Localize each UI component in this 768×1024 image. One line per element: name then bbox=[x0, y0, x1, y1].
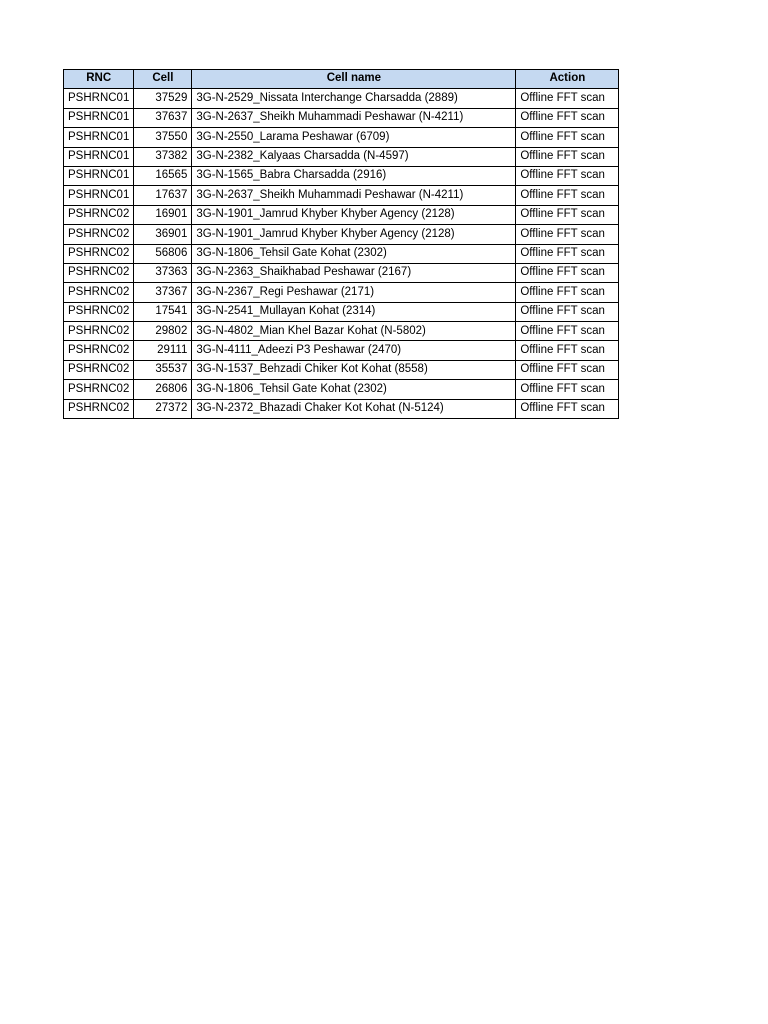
cell-rnc: PSHRNC01 bbox=[64, 89, 134, 108]
cell-action: Offline FFT scan bbox=[516, 302, 619, 321]
cell-name: 3G-N-2372_Bhazadi Chaker Kot Kohat (N-5124) bbox=[192, 399, 516, 418]
cell-rnc: PSHRNC02 bbox=[64, 263, 134, 282]
table-row bbox=[64, 166, 619, 185]
cell-rnc: PSHRNC01 bbox=[64, 108, 134, 127]
cell-rnc: PSHRNC02 bbox=[64, 225, 134, 244]
cell-id: 17637 bbox=[134, 186, 192, 205]
cell-name: 3G-N-1565_Babra Charsadda (2916) bbox=[192, 166, 516, 185]
cell-rnc: PSHRNC02 bbox=[64, 244, 134, 263]
cell-action: Offline FFT scan bbox=[516, 283, 619, 302]
cell-id: 16565 bbox=[134, 166, 192, 185]
cell-id: 26806 bbox=[134, 380, 192, 399]
cell-name: 3G-N-1901_Jamrud Khyber Khyber Agency (2128) bbox=[192, 225, 516, 244]
cell-action: Offline FFT scan bbox=[516, 263, 619, 282]
header-cell-name: Cell name bbox=[192, 70, 516, 89]
cell-id: 17541 bbox=[134, 302, 192, 321]
cell-action: Offline FFT scan bbox=[516, 341, 619, 360]
cell-name: 3G-N-2637_Sheikh Muhammadi Peshawar (N-4211) bbox=[192, 186, 516, 205]
table-row bbox=[64, 360, 619, 379]
table-row bbox=[64, 89, 619, 108]
table-row bbox=[64, 128, 619, 147]
cell-name: 3G-N-1806_Tehsil Gate Kohat (2302) bbox=[192, 244, 516, 263]
cell-action: Offline FFT scan bbox=[516, 186, 619, 205]
header-action: Action bbox=[516, 70, 619, 89]
cell-name: 3G-N-2529_Nissata Interchange Charsadda (2889) bbox=[192, 89, 516, 108]
table-header bbox=[64, 70, 619, 89]
cell-id: 27372 bbox=[134, 399, 192, 418]
table-row bbox=[64, 399, 619, 418]
cell-action: Offline FFT scan bbox=[516, 89, 619, 108]
table-row bbox=[64, 108, 619, 127]
cell-action-table bbox=[63, 69, 619, 419]
table-row bbox=[64, 283, 619, 302]
cell-action: Offline FFT scan bbox=[516, 128, 619, 147]
cell-action: Offline FFT scan bbox=[516, 380, 619, 399]
cell-id: 37550 bbox=[134, 128, 192, 147]
cell-action: Offline FFT scan bbox=[516, 108, 619, 127]
cell-rnc: PSHRNC02 bbox=[64, 302, 134, 321]
header-row bbox=[64, 70, 619, 89]
cell-id: 37529 bbox=[134, 89, 192, 108]
cell-action: Offline FFT scan bbox=[516, 147, 619, 166]
cell-name: 3G-N-4111_Adeezi P3 Peshawar (2470) bbox=[192, 341, 516, 360]
cell-rnc: PSHRNC02 bbox=[64, 380, 134, 399]
cell-rnc: PSHRNC01 bbox=[64, 128, 134, 147]
cell-id: 36901 bbox=[134, 225, 192, 244]
cell-name: 3G-N-1537_Behzadi Chiker Kot Kohat (8558) bbox=[192, 360, 516, 379]
cell-rnc: PSHRNC02 bbox=[64, 205, 134, 224]
cell-name: 3G-N-2550_Larama Peshawar (6709) bbox=[192, 128, 516, 147]
cell-rnc: PSHRNC02 bbox=[64, 399, 134, 418]
header-rnc: RNC bbox=[64, 70, 134, 89]
table-row bbox=[64, 225, 619, 244]
table-row bbox=[64, 263, 619, 282]
cell-rnc: PSHRNC02 bbox=[64, 360, 134, 379]
cell-name: 3G-N-2363_Shaikhabad Peshawar (2167) bbox=[192, 263, 516, 282]
table-row bbox=[64, 302, 619, 321]
cell-action: Offline FFT scan bbox=[516, 205, 619, 224]
cell-id: 37363 bbox=[134, 263, 192, 282]
cell-rnc: PSHRNC01 bbox=[64, 166, 134, 185]
cell-id: 16901 bbox=[134, 205, 192, 224]
cell-action: Offline FFT scan bbox=[516, 399, 619, 418]
cell-id: 29111 bbox=[134, 341, 192, 360]
table-row bbox=[64, 147, 619, 166]
table-row bbox=[64, 244, 619, 263]
cell-name: 3G-N-2367_Regi Peshawar (2171) bbox=[192, 283, 516, 302]
cell-action: Offline FFT scan bbox=[516, 225, 619, 244]
table-row bbox=[64, 322, 619, 341]
cell-id: 37382 bbox=[134, 147, 192, 166]
cell-name: 3G-N-4802_Mian Khel Bazar Kohat (N-5802) bbox=[192, 322, 516, 341]
cell-action: Offline FFT scan bbox=[516, 244, 619, 263]
cell-name: 3G-N-2637_Sheikh Muhammadi Peshawar (N-4211) bbox=[192, 108, 516, 127]
cell-name: 3G-N-2541_Mullayan Kohat (2314) bbox=[192, 302, 516, 321]
table-row bbox=[64, 186, 619, 205]
cell-name: 3G-N-2382_Kalyaas Charsadda (N-4597) bbox=[192, 147, 516, 166]
cell-action: Offline FFT scan bbox=[516, 166, 619, 185]
table-row bbox=[64, 380, 619, 399]
cell-name: 3G-N-1901_Jamrud Khyber Khyber Agency (2128) bbox=[192, 205, 516, 224]
cell-rnc: PSHRNC02 bbox=[64, 283, 134, 302]
table-row bbox=[64, 205, 619, 224]
cell-id: 35537 bbox=[134, 360, 192, 379]
cell-rnc: PSHRNC01 bbox=[64, 147, 134, 166]
cell-rnc: PSHRNC02 bbox=[64, 341, 134, 360]
cell-rnc: PSHRNC02 bbox=[64, 322, 134, 341]
cell-id: 37367 bbox=[134, 283, 192, 302]
header-cell: Cell bbox=[134, 70, 192, 89]
cell-rnc: PSHRNC01 bbox=[64, 186, 134, 205]
cell-action: Offline FFT scan bbox=[516, 322, 619, 341]
cell-id: 29802 bbox=[134, 322, 192, 341]
cell-id: 37637 bbox=[134, 108, 192, 127]
cell-action: Offline FFT scan bbox=[516, 360, 619, 379]
cell-name: 3G-N-1806_Tehsil Gate Kohat (2302) bbox=[192, 380, 516, 399]
cell-id: 56806 bbox=[134, 244, 192, 263]
table-body bbox=[64, 89, 619, 419]
table-row bbox=[64, 341, 619, 360]
